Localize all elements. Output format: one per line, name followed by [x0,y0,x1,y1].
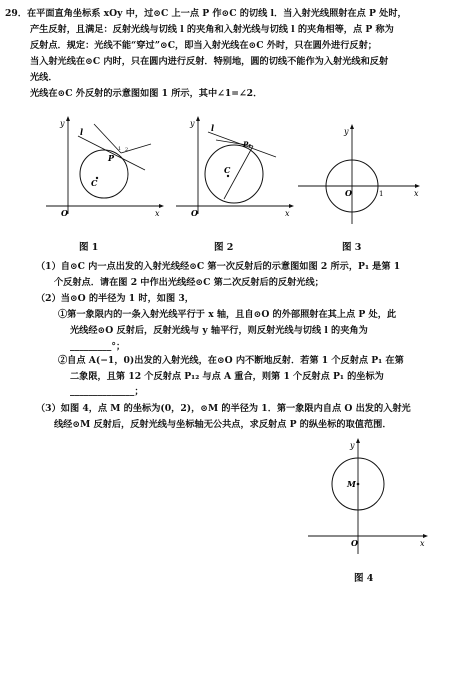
fig4-caption: 图 4 [354,573,374,584]
q3-line-1: （3）如图 4，点 M 的坐标为(0，2)，⊙M 的半径为 1．第一象限内自点 O 出发的入射光 [36,403,411,414]
fig1-center-label: C [91,178,98,188]
q2-line-1: （2）当⊙O 的半径为 1 时，如图 3， [36,293,194,304]
fig1-y-label: y [60,119,65,128]
intro-line-4: 当入射光线在⊙C 内时，只在圆内进行反射．特别地，圆的切线不能作为入射光线和反射 [30,56,389,67]
fig4-m-label: M [347,479,356,489]
fig2-x-label: x [285,209,290,218]
fig1-caption: 图 1 [79,242,99,253]
figure-1 [38,114,168,224]
fig1-tangent-label: l [80,127,84,137]
figure-3 [294,120,426,232]
fig2-y-label: y [190,119,195,128]
fig2-tangent-label: l [211,123,215,133]
fig1-point-label: P [108,153,115,163]
fig4-y-label: y [350,441,355,450]
q1-line-2: 个反射点．请在图 2 中作出光线经⊙C 第二次反射后的反射光线； [54,277,324,288]
fig2-center-label: C [224,165,231,175]
q2-line-3: 光线经⊙O 反射后，反射光线与 y 轴平行，则反射光线与切线 l 的夹角为 [70,325,368,336]
q2-line-6: 二象限，且第 12 个反射点 P₁₂ 与点 A 重合，则第 1 个反射点 P₁ 的坐标为 [70,371,384,382]
q2-line-5: ②自点 A(−1，0)出发的入射光线，在⊙O 内不断地反射．若第 1 个反射点 P₁ 在第 [58,355,404,366]
fig3-x-label: x [414,189,419,198]
intro-line-5: 光线． [30,72,58,83]
q3-line-2: 线经⊙M 反射后，反射光线与坐标轴无公共点，求反射点 P 的纵坐标的取值范围． [54,419,392,430]
intro-line-2: 产生反射，且满足：反射光线与切线 l 的夹角和入射光线与切线 l 的夹角相等，点 P 称为 [30,24,394,35]
fig1-origin-label: O [61,208,68,218]
intro-line-1: 29．在平面直角坐标系 xOy 中，过⊙C 上一点 P 作⊙C 的切线 l．当入射光线照射在点 P 处时， [5,8,407,19]
fig3-one-label: 1 [379,190,384,198]
intro-line-6: 光线在⊙C 外反射的示意图如图 1 所示，其中∠1=∠2． [30,88,263,99]
fig4-origin-label: O [351,538,358,548]
fig1-angle2-label: 2 [125,147,129,153]
fig3-caption: 图 3 [342,242,362,253]
fig4-x-label: x [420,539,425,548]
fig3-origin-label: O [345,188,352,198]
fig3-y-label: y [344,127,349,136]
q1-line-1: （1）自⊙C 内一点出发的入射光线经⊙C 第一次反射后的示意图如图 2 所示，P₁ 是第 1 [36,261,401,272]
q2-line-2: ①第一象限内的一条入射光线平行于 x 轴，且自⊙O 的外部照射在其上点 P 处，此 [58,309,397,320]
figure-2 [168,114,298,224]
fig2-p1-label: P₁ [243,140,252,149]
intro-line-3: 反射点．规定：光线不能“穿过”⊙C，即当入射光线在⊙C 外时，只在圆外进行反射； [30,40,377,51]
fig2-origin-label: O [191,208,198,218]
fig1-x-label: x [155,209,160,218]
figure-4 [300,436,440,560]
fig2-caption: 图 2 [214,242,234,253]
q2-line-4: _________°； [70,341,126,352]
q2-line-7: ______________； [70,386,144,397]
fig1-angle1-label: 1 [118,146,122,152]
